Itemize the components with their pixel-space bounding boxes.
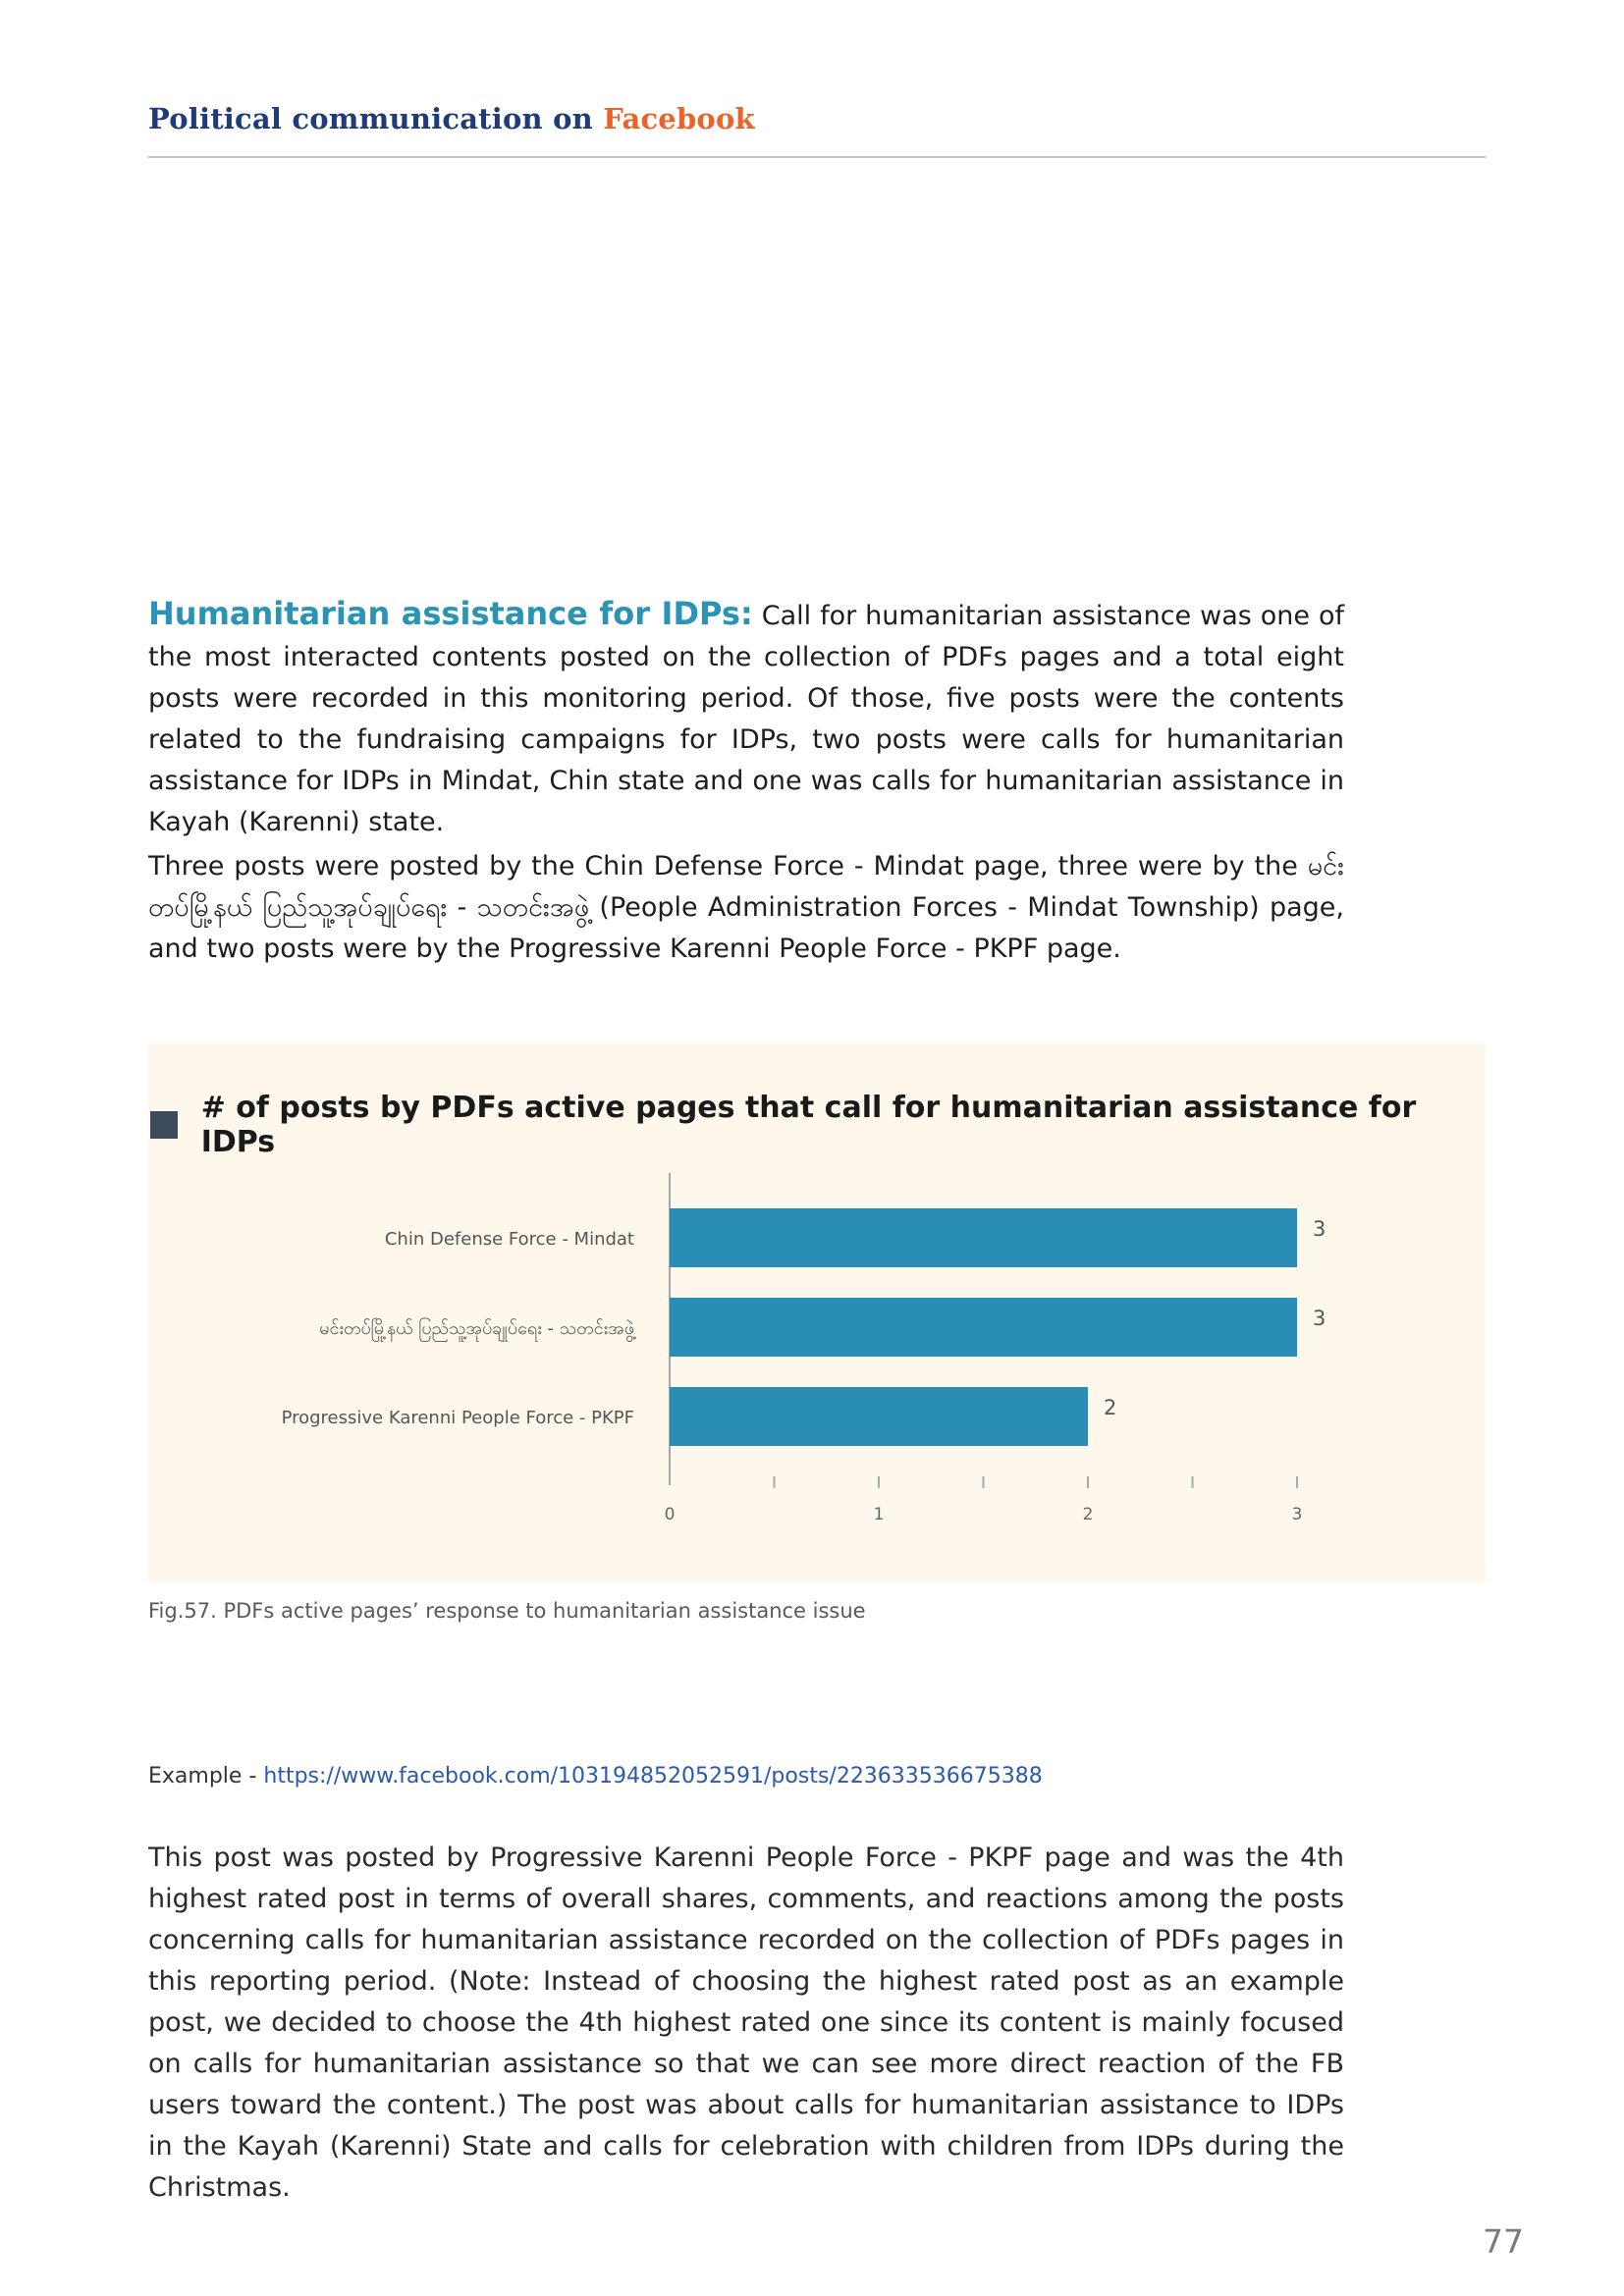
data-label-2: 2: [1104, 1396, 1117, 1419]
section-lead: Humanitarian assistance for IDPs:: [148, 595, 753, 632]
x-tick-label-3: 3: [1291, 1505, 1303, 1524]
x-tick-label-1: 1: [873, 1505, 885, 1524]
x-tick-label-2: 2: [1082, 1505, 1094, 1524]
example-link[interactable]: https://www.facebook.com/103194852052591/posts/223633536675388: [263, 1764, 1043, 1789]
chart-panel: [148, 1043, 1486, 1581]
header-divider: [148, 156, 1486, 158]
category-label-1: မင်းတပ်မြို့နယ် ပြည်သူ့အုပ်ချုပ်ရေး - သတင်းအဖွဲ့: [319, 1318, 634, 1339]
data-label-1: 3: [1313, 1307, 1326, 1330]
category-label-2: Progressive Karenni People Force - PKPF: [281, 1408, 634, 1428]
section-paragraph: [148, 593, 1344, 843]
bar-1: [670, 1298, 1297, 1357]
bar-chart: [148, 1043, 1486, 1581]
paragraph-2: Three posts were posted by the Chin Defense Force - Mindat page, three were by the မင်းတပ်မြို့နယ် ပြည်သူ့အုပ်ချုပ်ရေး - သတင်းအဖွဲ့ (People Administration Forces - Mindat Township) page, and two posts were by the Progressive Karenni People Force - PKPF page.: [148, 851, 1344, 964]
example-label: Example -: [148, 1764, 264, 1789]
running-header: [148, 102, 755, 135]
figure-caption: Fig.57. PDFs active pages’ response to humanitarian assistance issue: [148, 1599, 866, 1623]
x-tick-label-0: 0: [664, 1505, 676, 1524]
data-label-0: 3: [1313, 1217, 1326, 1241]
header-title: Political communication on: [148, 102, 604, 135]
header-title-accent: Facebook: [603, 102, 755, 135]
paragraph-3: This post was posted by Progressive Karenni People Force - PKPF page and was the 4th highest rated post in terms of overall shares, comments, and reactions among the posts concerning calls for humanitarian assistance recorded on the collection of PDFs pages in this reporting period. (Note: Instead of choosing the highest rated post as an example post, we decided to choose the 4th highest rated one since its content is mainly focused on calls for humanitarian assistance so that we can see more direct reaction of the FB users toward the content.) The post was about calls for humanitarian assistance to IDPs in the Kayah (Karenni) State and calls for celebration with children from IDPs during the Christmas.: [148, 1842, 1344, 2203]
chart-title: # of posts by PDFs active pages that call for humanitarian assistance for IDPs: [200, 1091, 1417, 1159]
paragraph-1-text: Call for humanitarian assistance was one of the most interacted contents posted on the collection of PDFs pages and a total eight posts were recorded in this monitoring period. Of those, five posts were the contents related to the fundraising campaigns for IDPs, two posts were calls for humanitarian assistance for IDPs in Mindat, Chin state and one was calls for humanitarian assistance in Kayah (Karenni) state.: [148, 601, 1345, 837]
bar-0: [670, 1208, 1297, 1267]
category-label-0: Chin Defense Force - Mindat: [384, 1229, 634, 1250]
example-line: [148, 1764, 1043, 1789]
page-number: 77: [1483, 2222, 1524, 2261]
bar-2: [670, 1387, 1088, 1446]
